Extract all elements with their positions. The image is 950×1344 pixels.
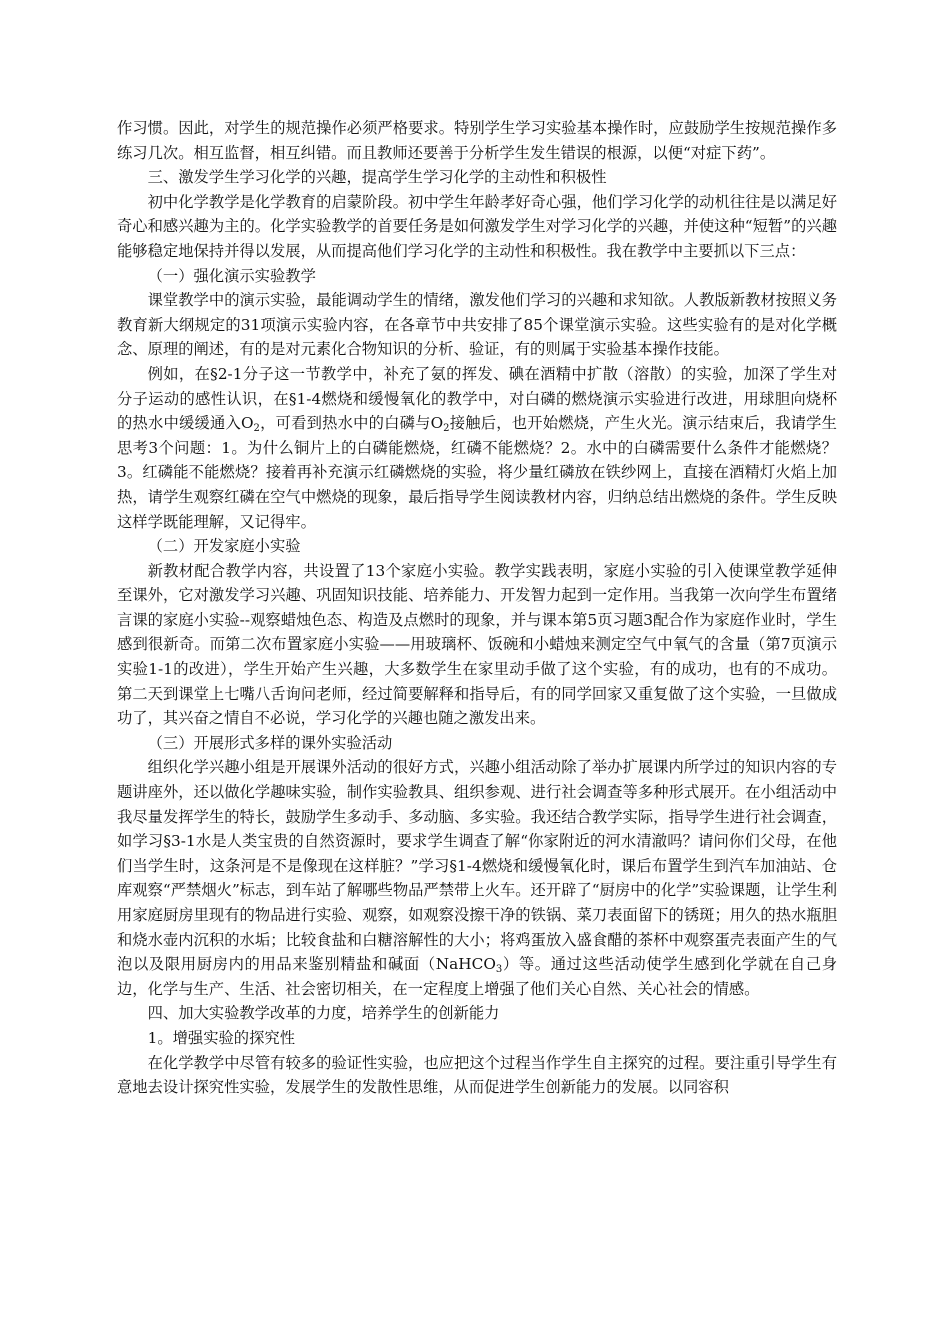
text-segment: 在化学教学中尽管有较多的验证性实验，也应把这个过程当作学生自主探究的过程。要注重引导学生有意地去设计探究性实验，发展学生的发散性思维，从而促进学生创新能力的发展。以同容积 bbox=[117, 1053, 837, 1097]
body-paragraph bbox=[117, 288, 837, 362]
text-segment: 例如，在§2-1分子这一节教学中，补充了氨的挥发、碘在酒精中扩散（溶散）的实验，加深了学生对分子运动的感性认识，在§1-4燃烧和缓慢氧化的教学中，对白磷的燃烧演示实验进行改进，用球胆向烧杯的热水中缓缓通入O bbox=[117, 364, 837, 433]
text-segment: 新教材配合教学内容，共设置了13个家庭小实验。教学实践表明，家庭小实验的引入使课堂教学延伸至课外，它对激发学习兴趣、巩固知识技能、培养能力、开发智力起到一定作用。当我第一次向学生布置绪言课的家庭小实验--观察蜡烛色态、构造及点燃时的现象，并与课本第5页习题3配合作为家庭作业时，学生感到很新奇。而第二次布置家庭小实验——用玻璃杯、饭碗和小蜡烛来测定空气中氧气的含量（第7页演示实验1-1的改进），学生开始产生兴趣，大多数学生在家里动手做了这个实验，有的成功，也有的不成功。第二天到课堂上七嘴八舌询问老师，经过简要解释和指导后，有的同学回家又重复做了这个实验，一旦做成功了，其兴奋之情自不必说，学习化学的兴趣也随之激发出来。 bbox=[117, 561, 837, 728]
text-segment: （三）开展形式多样的课外实验活动 bbox=[147, 733, 393, 752]
body-paragraph bbox=[117, 362, 837, 534]
paragraph-continuation bbox=[117, 116, 837, 165]
section-heading bbox=[117, 165, 837, 190]
text-segment: 接触后，也开始燃烧，产生火光。演示结束后，我请学生思考3个问题：1。为什么铜片上的白磷能燃烧，红磷不能燃烧？2。水中的白磷需要什么条件才能燃烧？3。红磷能不能燃烧？接着再补充演示红磷燃烧的实验，将少量红磷放在铁纱网上，直接在酒精灯火焰上加热，请学生观察红磷在空气中燃烧的现象，最后指导学生阅读教材内容，归纳总结出燃烧的条件。学生反映这样学既能理解，又记得牢。 bbox=[117, 414, 837, 531]
subsection-heading bbox=[117, 731, 837, 756]
body-paragraph bbox=[117, 755, 837, 1001]
subsection-heading bbox=[117, 534, 837, 559]
section-heading bbox=[117, 1001, 837, 1026]
text-segment: 三、激发学生学习化学的兴趣，提高学生学习化学的主动性和积极性 bbox=[147, 168, 607, 187]
body-paragraph bbox=[117, 1051, 837, 1100]
text-segment: 课堂教学中的演示实验，最能调动学生的情绪，激发他们学习的兴趣和求知欲。人教版新教材按照义务教育新大纲规定的31项演示实验内容，在各章节中共安排了85个课堂演示实验。这些实验有的是对化学概念、原理的阐述，有的是对元素化合物知识的分析、验证，有的则属于实验基本操作技能。 bbox=[117, 291, 837, 359]
text-segment: 1。增强实验的探究性 bbox=[147, 1028, 295, 1047]
section-heading bbox=[117, 1026, 837, 1051]
subsection-heading bbox=[117, 264, 837, 289]
text-segment: 组织化学兴趣小组是开展课外活动的很好方式，兴趣小组活动除了举办扩展课内所学过的知识内容的专题讲座外，还以做化学趣味实验，制作实验教具、组织参观、进行社会调查等多种形式展开。在小组活动中我尽量发挥学生的特长，鼓励学生多动手、多动脑、多实验。我还结合教学实际，指导学生进行社会调查，如学习§3-1水是人类宝贵的自然资源时，要求学生调查了解“你家附近的河水清澈吗？请问你们父母，在他们当学生时，这条河是不是像现在这样脏？”学习§1-4燃烧和缓慢氧化时，课后布置学生到汽车加油站、仓库观察“严禁烟火”标志，到车站了解哪些物品严禁带上火车。还开辟了“厨房中的化学”实验课题，让学生利用家庭厨房里现有的物品进行实验、观察，如观察没擦干净的铁锅、菜刀表面留下的锈斑；用久的热水瓶胆和烧水壶内沉积的水垢；比较食盐和白糖溶解性的大小；将鸡蛋放入盛食醋的茶杯中观察蛋壳表面产生的气泡以及限用厨房内的用品来鉴别精盐和碱面（NaHCO bbox=[117, 758, 837, 974]
subscript: 2 bbox=[443, 423, 450, 435]
body-paragraph bbox=[117, 559, 837, 731]
document-page bbox=[117, 116, 837, 1100]
body-paragraph bbox=[117, 190, 837, 264]
text-segment: 四、加大实验教学改革的力度，培养学生的创新能力 bbox=[147, 1004, 500, 1023]
text-segment: ，可看到热水中的白磷与O bbox=[259, 414, 444, 433]
text-segment: 作习惯。因此，对学生的规范操作必须严格要求。特别学生学习实验基本操作时，应鼓励学生按规范操作多练习几次。相互监督，相互纠错。而且教师还要善于分析学生发生错误的根源，以便“对症下药”。 bbox=[117, 119, 837, 162]
text-segment: 初中化学教学是化学教育的启蒙阶段。初中学生年龄孝好奇心强，他们学习化学的动机往往是以满足好奇心和感兴趣为主的。化学实验教学的首要任务是如何激发学生对学习化学的兴趣，并使这种“短暂”的兴趣能够稳定地保持并得以发展，从而提高他们学习化学的主动性和积极性。我在教学中主要抓以下三点： bbox=[117, 192, 837, 260]
subscript: 3 bbox=[495, 964, 503, 976]
text-segment: （二）开发家庭小实验 bbox=[147, 537, 301, 556]
text-segment: （一）强化演示实验教学 bbox=[147, 266, 316, 285]
subscript: 2 bbox=[253, 423, 260, 435]
text-segment: ）等。通过这些活动使学生感到化学就在自己身边，化学与生产、生活、社会密切相关，在一定程度上增强了他们关心自然、关心社会的情感。 bbox=[117, 955, 837, 998]
